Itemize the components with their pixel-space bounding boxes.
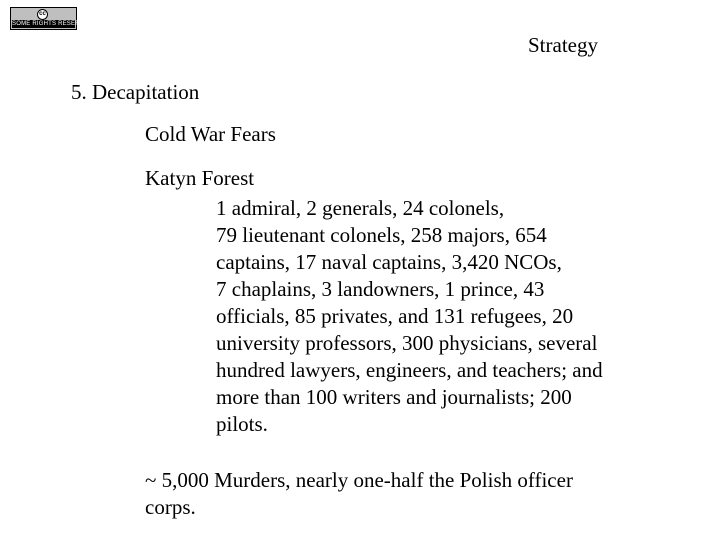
detail-line: officials, 85 privates, and 131 refugees, 20 — [216, 304, 574, 328]
detail-line: captains, 17 naval captains, 3,420 NCOs, — [216, 250, 562, 274]
cc-icon: cc — [37, 9, 48, 20]
summary-line: ~ 5,000 Murders, nearly one-half the Polish officer — [145, 468, 573, 492]
katyn-victims-detail — [216, 195, 666, 438]
summary-line: corps. — [145, 495, 196, 519]
detail-line: more than 100 writers and journalists; 200 — [216, 385, 572, 409]
creative-commons-badge[interactable] — [10, 7, 93, 30]
detail-line: 79 lieutenant colonels, 258 majors, 654 — [216, 223, 547, 247]
detail-line: pilots. — [216, 412, 268, 436]
license-text: SOME RIGHTS RESERVED — [12, 21, 93, 27]
sub-item-cold-war-fears: Cold War Fears — [145, 122, 276, 146]
detail-line: 7 chaplains, 3 landowners, 1 prince, 43 — [216, 277, 545, 301]
detail-line: university professors, 300 physicians, several — [216, 331, 598, 355]
slide-title: Strategy — [528, 33, 598, 57]
sub-item-katyn-forest: Katyn Forest — [145, 166, 255, 190]
summary-text — [145, 467, 665, 521]
detail-line: hundred lawyers, engineers, and teachers; and — [216, 358, 603, 382]
detail-line: 1 admiral, 2 generals, 24 colonels, — [216, 196, 505, 220]
section-heading: 5. Decapitation — [71, 80, 200, 104]
